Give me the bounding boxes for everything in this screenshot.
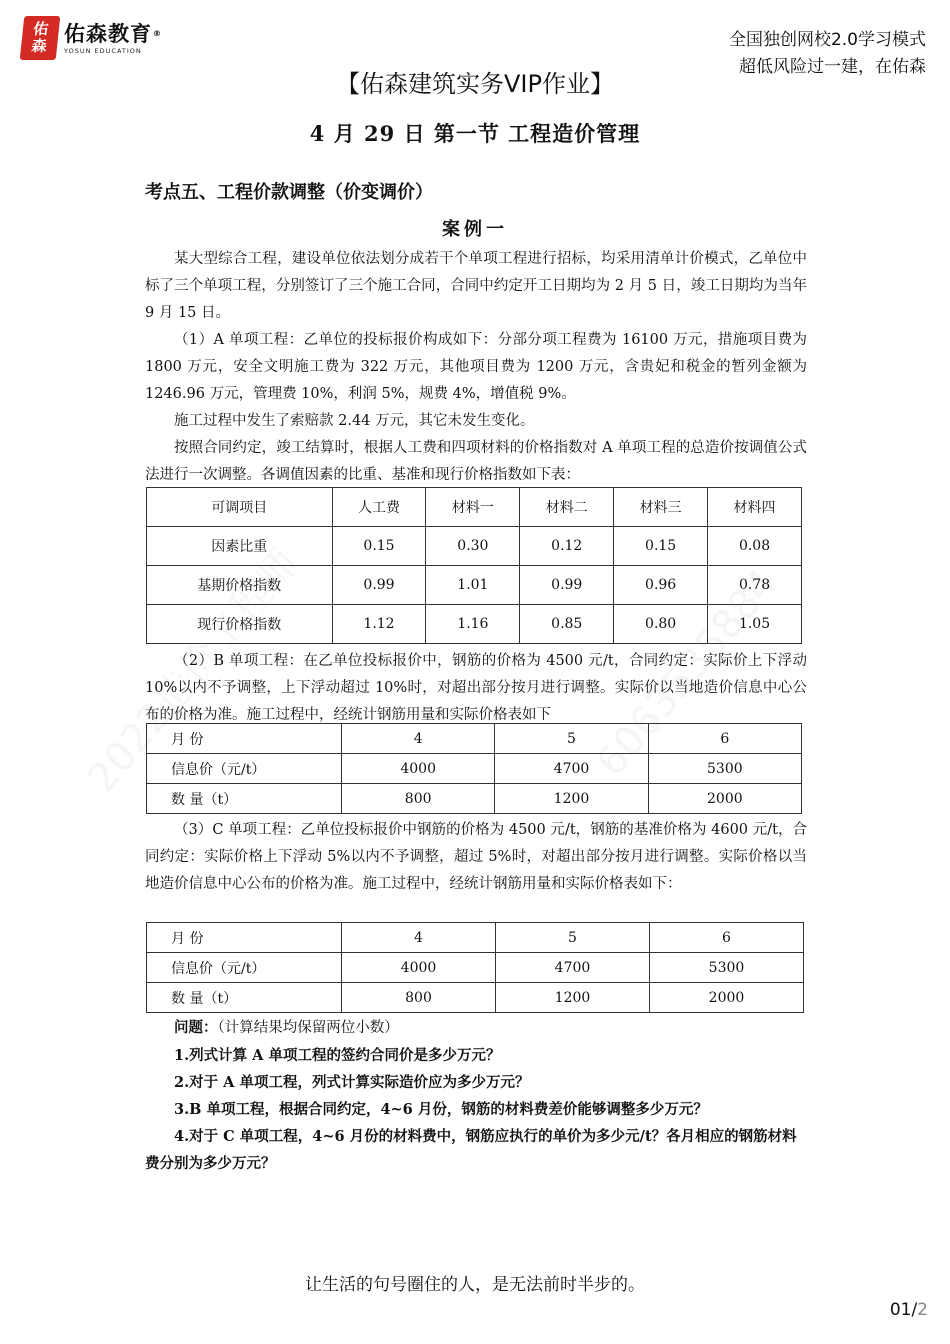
table-cell: 4 — [342, 923, 496, 953]
questions-note: （计算结果均保留两位小数） — [217, 1020, 399, 1036]
table-header-cell: 材料一 — [426, 488, 520, 527]
table-cell: 因素比重 — [147, 527, 333, 566]
table-cell: 1.12 — [332, 605, 426, 644]
table-cell: 0.99 — [520, 566, 614, 605]
table-cell: 信息价（元/t） — [147, 953, 342, 983]
table-cell: 0.08 — [708, 527, 802, 566]
table-cell: 0.80 — [614, 605, 708, 644]
table-cell: 4 — [342, 724, 495, 754]
table-cell: 1.05 — [708, 605, 802, 644]
table-row — [147, 527, 802, 566]
logo-english: YOSUN EDUCATION — [64, 46, 142, 55]
project-c-paragraph: （3）C 单项工程：乙单位投标报价中钢筋的价格为 4500 元/t，钢筋的基准价格为 4600 元/t，合同约定：实际价格上下浮动 5%以内不予调整，超过 5%时，对超出部分按月进行调整。实际价格以当地造价信息中心公布的价格为准。施工过程中，经统计钢筋用量和实际价格表如下： — [145, 822, 807, 892]
table-cell: 0.15 — [614, 527, 708, 566]
table-cell: 0.96 — [614, 566, 708, 605]
table-cell: 5300 — [650, 953, 804, 983]
page-number — [890, 1300, 928, 1320]
table-cell: 现行价格指数 — [147, 605, 333, 644]
table-cell: 信息价（元/t） — [147, 754, 342, 784]
table-cell: 800 — [342, 784, 495, 814]
table-cell: 1200 — [495, 784, 648, 814]
section-subtitle: 4 月 29 日 第一节 工程造价管理 — [309, 121, 641, 146]
table-cell: 4700 — [495, 754, 648, 784]
logo-mark-icon — [20, 16, 61, 60]
claim-paragraph: 施工过程中发生了索赔款 2.44 万元，其它未发生变化。 — [174, 413, 535, 429]
table-cell: 数 量（t） — [147, 983, 342, 1013]
adjustment-paragraph: 按照合同约定，竣工结算时，根据人工费和四项材料的价格指数对 A 单项工程的总造价按调值公式法进行一次调整。各调值因素的比重、基准和现行价格指数如下表： — [145, 440, 807, 483]
case-title: 案例一 — [442, 219, 508, 240]
table-cell: 1.16 — [426, 605, 520, 644]
questions-heading — [145, 1014, 807, 1042]
table-row — [147, 923, 804, 953]
brand-logo — [22, 16, 162, 60]
page-current: 01/ — [889, 1300, 918, 1320]
table-row — [147, 605, 802, 644]
project-a-paragraph: （1）A 单项工程：乙单位的投标报价构成如下：分部分项工程费为 16100 万元，措施项目费为 1800 万元，安全文明施工费为 322 万元，其他项目费为 1200 万元，含贵妃和税金的暂列金额为 1246.96 万元，管理费 10%，利润 5%，规费 4%，增值税 9%。 — [145, 332, 807, 402]
logo-mark-top: 佑 — [32, 20, 50, 38]
table-cell: 0.85 — [520, 605, 614, 644]
table-cell: 数 量（t） — [147, 784, 342, 814]
logo-mark-bottom: 森 — [30, 37, 48, 55]
table-cell: 月 份 — [147, 923, 342, 953]
table-row — [147, 784, 802, 814]
table-header-cell: 可调项目 — [147, 488, 333, 527]
table-cell: 0.15 — [332, 527, 426, 566]
table-row — [147, 566, 802, 605]
price-index-table — [146, 487, 802, 644]
document-title: 【佑森建筑实务VIP作业】 — [336, 70, 614, 98]
table-cell: 0.30 — [426, 527, 520, 566]
table-header-row — [147, 488, 802, 527]
table-cell: 5300 — [648, 754, 801, 784]
table-cell: 800 — [342, 983, 496, 1013]
table-cell: 月 份 — [147, 724, 342, 754]
slogan-line-1: 全国独创网校2.0学习模式 — [728, 30, 926, 50]
table-header-cell: 材料四 — [708, 488, 802, 527]
question-item: 4.对于 C 单项工程，4~6 月份的材料费中，钢筋应执行的单价为多少元/t？各月相应的钢筋材料费分别为多少万元？ — [145, 1128, 797, 1172]
question-item: 3.B 单项工程，根据合同约定，4~6 月份，钢筋的材料费差价能够调整多少万元？ — [174, 1101, 708, 1118]
footer-quote: 让生活的句号圈住的人，是无法前时半步的。 — [305, 1275, 645, 1295]
table-row — [147, 983, 804, 1013]
table-cell: 4000 — [342, 754, 495, 784]
table-cell: 4000 — [342, 953, 496, 983]
topic-heading: 考点五、工程价款调整（价变调价） — [145, 182, 433, 203]
table-cell: 2000 — [648, 784, 801, 814]
table-header-cell: 材料三 — [614, 488, 708, 527]
table-header-cell: 材料二 — [520, 488, 614, 527]
table-cell: 0.12 — [520, 527, 614, 566]
question-item: 2.对于 A 单项工程，列式计算实际造价应为多少万元？ — [174, 1074, 530, 1091]
table-row — [147, 953, 804, 983]
table-cell: 基期价格指数 — [147, 566, 333, 605]
table-cell: 0.99 — [332, 566, 426, 605]
table-cell: 2000 — [650, 983, 804, 1013]
intro-paragraph: 某大型综合工程，建设单位依法划分成若干个单项工程进行招标，均采用清单计价模式，乙单位中标了三个单项工程，分别签订了三个施工合同，合同中约定开工日期均为 2 月 5 日，竣工日期均为当年 9 月 15 日。 — [145, 251, 807, 321]
questions-section — [145, 1014, 807, 1177]
table-cell: 1200 — [496, 983, 650, 1013]
table-cell: 6 — [648, 724, 801, 754]
question-item: 1.列式计算 A 单项工程的签约合同价是多少万元？ — [174, 1047, 501, 1064]
table-cell: 4700 — [496, 953, 650, 983]
steel-price-table-b — [146, 723, 802, 814]
page-total: 2 — [917, 1300, 928, 1320]
table-cell: 0.78 — [708, 566, 802, 605]
table-row — [147, 724, 802, 754]
logo-name: 佑森教育 — [64, 21, 152, 46]
table-row — [147, 754, 802, 784]
table-cell: 1.01 — [426, 566, 520, 605]
table-cell: 6 — [650, 923, 804, 953]
table-cell: 5 — [495, 724, 648, 754]
registered-mark: ® — [153, 28, 162, 38]
project-b-paragraph: （2）B 单项工程：在乙单位投标报价中，钢筋的价格为 4500 元/t，合同约定：实际价上下浮动 10%以内不予调整，上下浮动超过 10%时，对超出部分按月进行调整。实际价以当地造价信息中心公布的价格为准。施工过程中，经统计钢筋用量和实际价格表如下 — [145, 653, 807, 723]
slogan-line-2: 超低风险过一建，在佑森 — [739, 57, 926, 77]
table-cell: 5 — [496, 923, 650, 953]
table-header-cell: 人工费 — [332, 488, 426, 527]
questions-label: 问题： — [174, 1019, 218, 1036]
steel-price-table-c — [146, 922, 804, 1013]
